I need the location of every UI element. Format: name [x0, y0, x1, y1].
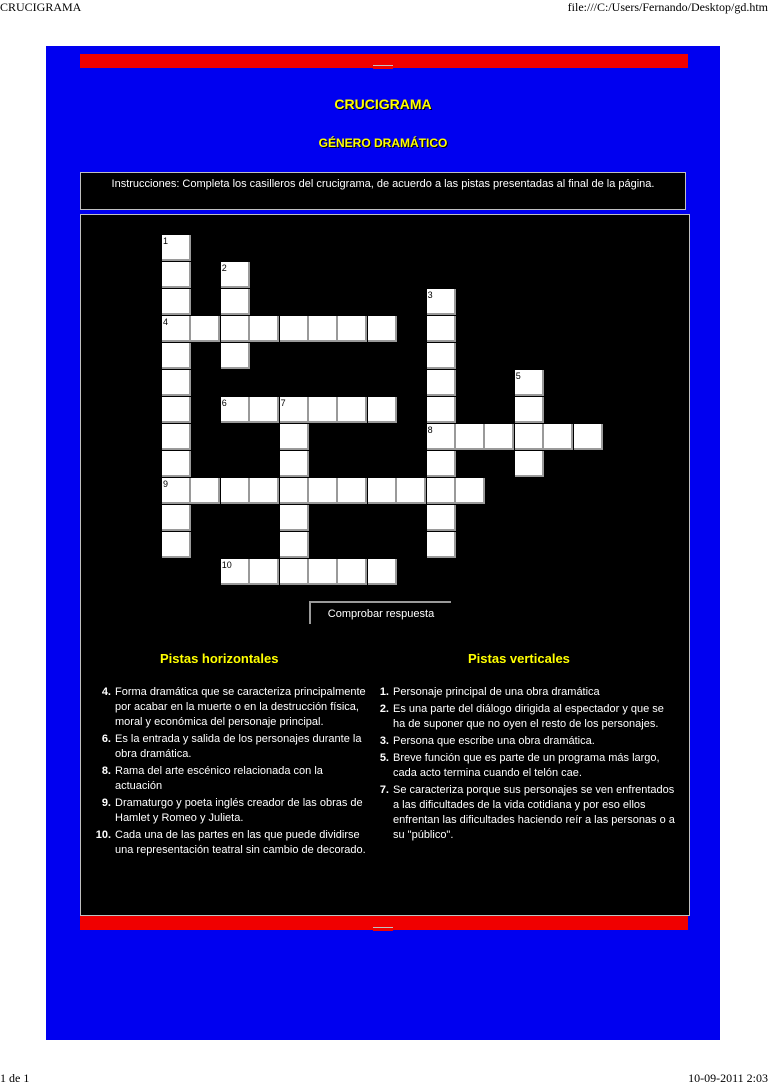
- crossword-cell-number: 10: [221, 560, 232, 570]
- crossword-cell[interactable]: [338, 478, 367, 504]
- crossword-cell[interactable]: [250, 316, 279, 342]
- crossword-cell-number: 9: [163, 479, 169, 489]
- crossword-cell[interactable]: [515, 397, 544, 423]
- crossword-cell[interactable]: [427, 532, 456, 558]
- clue-number: 9.: [101, 797, 111, 809]
- crossword-cell[interactable]: [162, 532, 191, 558]
- clue-item: [365, 685, 679, 700]
- crossword-cell-number: 3: [427, 290, 433, 300]
- clue-text: Es la entrada y salida de los personajes durante la obra dramática.: [115, 733, 362, 760]
- clue-number: 1.: [379, 686, 389, 698]
- crossword-cell[interactable]: [280, 478, 309, 504]
- check-answer-button[interactable]: Comprobar respuesta: [309, 601, 451, 624]
- clue-number: 8.: [101, 765, 111, 777]
- crossword-cell[interactable]: [280, 424, 309, 450]
- crossword-cell[interactable]: [250, 478, 279, 504]
- crossword-cell[interactable]: [368, 316, 397, 342]
- crossword-cell[interactable]: [427, 289, 456, 315]
- crossword-cell[interactable]: [162, 262, 191, 288]
- print-page-count: 1 de 1: [0, 1071, 30, 1085]
- clue-text: Forma dramática que se caracteriza principalmente por acabar en la muerte o en la destrucción física, moral y económica del personaje principal.: [115, 686, 366, 728]
- print-footer: [0, 1071, 768, 1087]
- crossword-cell[interactable]: [221, 343, 250, 369]
- crossword-cell-number: 8: [427, 425, 433, 435]
- crossword-cell[interactable]: [191, 478, 220, 504]
- crossword-cell[interactable]: [162, 235, 191, 261]
- crossword-cell[interactable]: [427, 478, 456, 504]
- clue-text: Breve función que es parte de un programa más largo, cada acto termina cuando el telón cae.: [393, 752, 660, 779]
- crossword-cell[interactable]: [280, 532, 309, 558]
- crossword-cell[interactable]: [221, 289, 250, 315]
- crossword-cell[interactable]: [162, 370, 191, 396]
- crossword-cell[interactable]: [162, 478, 191, 504]
- crossword-cell[interactable]: [397, 478, 426, 504]
- crossword-cell[interactable]: [162, 397, 191, 423]
- crossword-cell[interactable]: [427, 397, 456, 423]
- crossword-cell[interactable]: [250, 559, 279, 585]
- clue-item: [87, 828, 369, 858]
- crossword-cell[interactable]: [280, 505, 309, 531]
- clue-number: 2.: [379, 703, 389, 715]
- crossword-cell[interactable]: [162, 316, 191, 342]
- crossword-cell[interactable]: [515, 424, 544, 450]
- crossword-cell-number: 4: [163, 317, 169, 327]
- crossword-panel: [80, 214, 690, 916]
- crossword-cell[interactable]: [162, 343, 191, 369]
- crossword-cell-number: 7: [280, 398, 286, 408]
- crossword-cell[interactable]: [368, 559, 397, 585]
- crossword-cell[interactable]: [544, 424, 573, 450]
- crossword-cell[interactable]: [456, 424, 485, 450]
- vertical-clues-heading: Pistas verticales: [468, 651, 570, 666]
- page-title: CRUCIGRAMA: [334, 96, 432, 112]
- crossword-cell-number: 5: [515, 371, 521, 381]
- crossword-cell[interactable]: [250, 397, 279, 423]
- print-date: 10-09-2011 2:03: [688, 1071, 768, 1085]
- top-bar-tab: [373, 65, 393, 69]
- clue-item: [365, 783, 679, 843]
- clue-number: 10.: [95, 829, 111, 841]
- clue-item: [87, 764, 369, 794]
- bottom-red-bar: [80, 916, 688, 930]
- bottom-bar-tab: [373, 927, 393, 931]
- crossword-cell[interactable]: [427, 370, 456, 396]
- crossword-cell[interactable]: [309, 316, 338, 342]
- crossword-cell[interactable]: [280, 397, 309, 423]
- crossword-cell[interactable]: [515, 451, 544, 477]
- crossword-cell[interactable]: [309, 478, 338, 504]
- clue-item: [87, 685, 369, 730]
- crossword-cell[interactable]: [221, 316, 250, 342]
- crossword-grid: [162, 235, 622, 595]
- clue-text: Persona que escribe una obra dramática.: [393, 735, 595, 747]
- crossword-cell[interactable]: [427, 316, 456, 342]
- crossword-cell[interactable]: [427, 343, 456, 369]
- crossword-cell[interactable]: [221, 397, 250, 423]
- clue-text: Es una parte del diálogo dirigida al espectador y que se ha de suponer que no oyen el resto de los personajes.: [393, 703, 664, 730]
- crossword-cell[interactable]: [368, 478, 397, 504]
- clue-text: Dramaturgo y poeta inglés creador de las obras de Hamlet y Romeo y Julieta.: [115, 797, 363, 824]
- crossword-cell[interactable]: [191, 316, 220, 342]
- crossword-cell[interactable]: [280, 559, 309, 585]
- crossword-cell-number: 2: [221, 263, 227, 273]
- crossword-cell[interactable]: [162, 424, 191, 450]
- crossword-cell[interactable]: [221, 478, 250, 504]
- horizontal-clues-list: [87, 685, 369, 860]
- clue-number: 6.: [101, 733, 111, 745]
- clue-number: 4.: [101, 686, 111, 698]
- horizontal-clues-heading: Pistas horizontales: [160, 651, 279, 666]
- crossword-cell[interactable]: [280, 316, 309, 342]
- crossword-cell[interactable]: [456, 478, 485, 504]
- crossword-cell[interactable]: [338, 559, 367, 585]
- crossword-cell[interactable]: [427, 451, 456, 477]
- clue-item: [87, 796, 369, 826]
- crossword-cell[interactable]: [338, 397, 367, 423]
- vertical-clues-list: [365, 685, 679, 845]
- crossword-cell[interactable]: [162, 451, 191, 477]
- clue-text: Rama del arte escénico relacionada con la actuación: [115, 765, 323, 792]
- page-background: [46, 46, 720, 1040]
- crossword-cell-number: 6: [221, 398, 227, 408]
- crossword-cell[interactable]: [574, 424, 603, 450]
- crossword-cell[interactable]: [368, 397, 397, 423]
- clue-number: 7.: [379, 784, 389, 796]
- clue-number: 5.: [379, 752, 389, 764]
- crossword-cell[interactable]: [280, 451, 309, 477]
- print-header: [0, 0, 768, 16]
- crossword-cell[interactable]: [162, 505, 191, 531]
- crossword-cell[interactable]: [221, 262, 250, 288]
- clue-item: [365, 751, 679, 781]
- page-subtitle: GÉNERO DRAMÁTICO: [318, 136, 448, 150]
- crossword-cell[interactable]: [515, 370, 544, 396]
- clue-item: [365, 702, 679, 732]
- clue-item: [365, 734, 679, 749]
- crossword-cell[interactable]: [309, 397, 338, 423]
- crossword-cell[interactable]: [221, 559, 250, 585]
- crossword-cell[interactable]: [427, 505, 456, 531]
- clue-text: Personaje principal de una obra dramática: [393, 686, 600, 698]
- print-header-title: CRUCIGRAMA: [0, 0, 82, 14]
- clue-number: 3.: [379, 735, 389, 747]
- crossword-cell-number: 1: [163, 236, 169, 246]
- crossword-cell[interactable]: [162, 289, 191, 315]
- crossword-cell[interactable]: [309, 559, 338, 585]
- clue-text: Cada una de las partes en las que puede dividirse una representación teatral sin cambio de decorado.: [115, 829, 366, 856]
- top-red-bar: [80, 54, 688, 68]
- crossword-cell[interactable]: [485, 424, 514, 450]
- clue-text: Se caracteriza porque sus personajes se ven enfrentados a las dificultades de la vida cotidiana y por eso ellos enfrentan las dificultades haciendo reír a las personas o a su "público".: [393, 784, 675, 841]
- crossword-cell[interactable]: [338, 316, 367, 342]
- print-header-path: file:///C:/Users/Fernando/Desktop/gd.htm: [567, 0, 768, 14]
- instructions-box: Instrucciones: Completa los casilleros del crucigrama, de acuerdo a las pistas presentadas al final de la página.: [80, 172, 686, 210]
- clue-item: [87, 732, 369, 762]
- crossword-cell[interactable]: [427, 424, 456, 450]
